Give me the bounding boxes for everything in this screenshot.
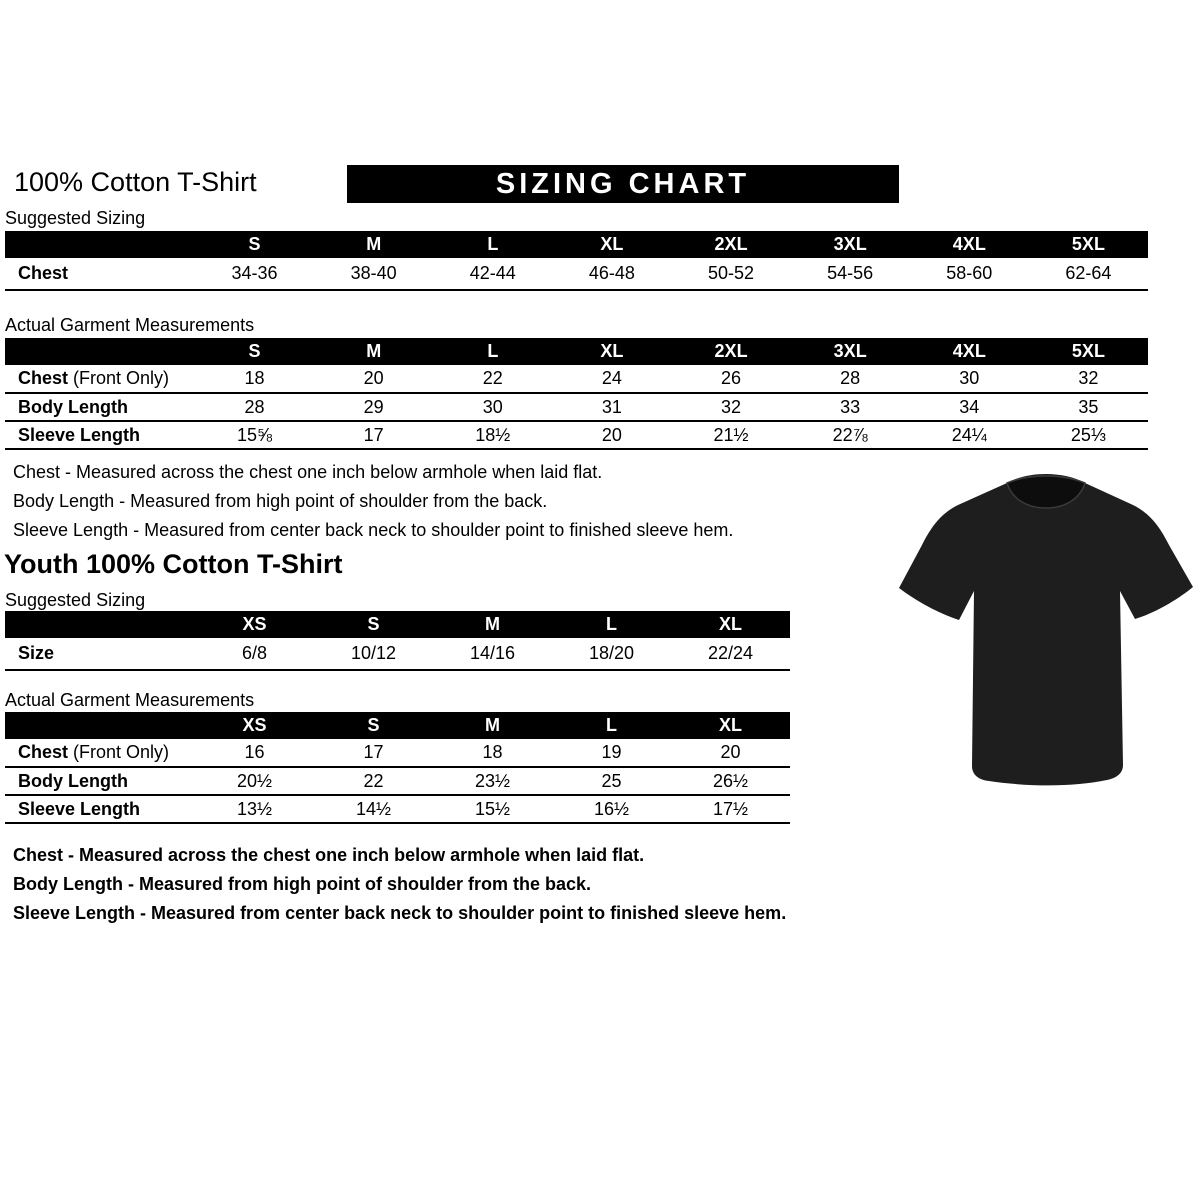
value-cell: 24: [552, 365, 671, 393]
note-line-body-length: Body Length - Measured from high point of shoulder from the back.: [13, 491, 548, 511]
tshirt-image: [896, 470, 1196, 808]
table-row-chest-front-only: [5, 739, 790, 767]
value-cell: 28: [195, 393, 314, 421]
value-cell: 34-36: [195, 258, 314, 290]
value-cell: 18/20: [552, 638, 671, 670]
header-row: [5, 611, 790, 638]
tshirt-graphic: [896, 470, 1196, 808]
column-header-xl: XL: [552, 338, 671, 365]
column-header-4xl: 4XL: [910, 231, 1029, 258]
value-cell: 6/8: [195, 638, 314, 670]
value-cell: 20: [671, 739, 790, 767]
value-cell: 21½: [672, 421, 791, 449]
value-cell: 46-48: [552, 258, 671, 290]
value-cell: 38-40: [314, 258, 433, 290]
row-label: [5, 739, 195, 767]
youth-measurement-notes: [13, 841, 786, 928]
column-header-xl: XL: [671, 712, 790, 739]
column-header-3xl: 3XL: [791, 231, 910, 258]
value-cell: 20½: [195, 767, 314, 795]
value-cell: 32: [1029, 365, 1148, 393]
value-cell: 28: [791, 365, 910, 393]
row-label: [5, 393, 195, 421]
value-cell: 20: [314, 365, 433, 393]
adult-suggested-sizing-table: [5, 231, 1148, 291]
table-row-body-length: [5, 393, 1148, 421]
column-header-2xl: 2XL: [672, 338, 791, 365]
adult-garment-measurements-table: [5, 338, 1148, 450]
value-cell: 14½: [314, 795, 433, 823]
header-spacer-cell: [5, 712, 195, 739]
value-cell: 22: [433, 365, 552, 393]
note-line-chest: Chest - Measured across the chest one inch below armhole when laid flat.: [13, 845, 645, 865]
value-cell: 18: [433, 739, 552, 767]
row-label: Size: [5, 638, 195, 670]
youth-suggested-sizing-label: Suggested Sizing: [5, 590, 146, 610]
column-header-m: M: [433, 611, 552, 638]
value-cell: 29: [314, 393, 433, 421]
header-row: [5, 338, 1148, 365]
column-header-s: S: [195, 338, 314, 365]
adult-garment-measurements-label: Actual Garment Measurements: [5, 315, 255, 335]
value-cell: 15⅝: [195, 421, 314, 449]
value-cell: 20: [552, 421, 671, 449]
column-header-m: M: [314, 231, 433, 258]
row-label: [5, 365, 195, 393]
row-label-text: Body Length: [18, 396, 128, 417]
note-line-chest: Chest - Measured across the chest one inch below armhole when laid flat.: [13, 462, 603, 482]
row-label: [5, 421, 195, 449]
column-header-s: S: [314, 712, 433, 739]
value-cell: 58-60: [910, 258, 1029, 290]
adult-suggested-sizing-label: Suggested Sizing: [5, 208, 146, 228]
column-header-l: L: [433, 231, 552, 258]
row-label: [5, 795, 195, 823]
value-cell: 30: [433, 393, 552, 421]
table-row-sleeve-length: [5, 795, 790, 823]
header-spacer-cell: [5, 611, 195, 638]
column-header-s: S: [314, 611, 433, 638]
value-cell: 22/24: [671, 638, 790, 670]
youth-garment-measurements-table: [5, 712, 790, 824]
youth-page-title: Youth 100% Cotton T-Shirt: [4, 549, 343, 579]
column-header-5xl: 5XL: [1029, 338, 1148, 365]
row-label: Chest: [5, 258, 195, 290]
column-header-xs: XS: [195, 611, 314, 638]
value-cell: 17: [314, 421, 433, 449]
column-header-l: L: [552, 712, 671, 739]
column-header-3xl: 3XL: [791, 338, 910, 365]
value-cell: 42-44: [433, 258, 552, 290]
table-row-sleeve-length: [5, 421, 1148, 449]
value-cell: 31: [552, 393, 671, 421]
note-line-body-length: Body Length - Measured from high point of shoulder from the back.: [13, 874, 592, 894]
row-label-text: Sleeve Length: [18, 798, 141, 819]
value-cell: 25⅓: [1029, 421, 1148, 449]
table-row-body-length: [5, 767, 790, 795]
value-cell: 22⅞: [791, 421, 910, 449]
value-cell: 14/16: [433, 638, 552, 670]
row-label-suffix: (Front Only): [68, 368, 170, 388]
value-cell: 33: [791, 393, 910, 421]
value-cell: 17½: [671, 795, 790, 823]
value-cell: 10/12: [314, 638, 433, 670]
column-header-2xl: 2XL: [672, 231, 791, 258]
adult-measurement-notes: [13, 458, 733, 545]
youth-suggested-sizing-table: [5, 611, 790, 671]
column-header-xl: XL: [671, 611, 790, 638]
sizing-chart-banner: SIZING CHART: [347, 165, 899, 203]
column-header-l: L: [433, 338, 552, 365]
header-spacer-cell: [5, 338, 195, 365]
value-cell: 18: [195, 365, 314, 393]
value-cell: 23½: [433, 767, 552, 795]
value-cell: 19: [552, 739, 671, 767]
value-cell: 32: [672, 393, 791, 421]
row-label-text: Body Length: [18, 770, 128, 791]
header-spacer-cell: [5, 231, 195, 258]
value-cell: 26: [672, 365, 791, 393]
value-cell: 16: [195, 739, 314, 767]
value-cell: 16½: [552, 795, 671, 823]
row-label-text: Sleeve Length: [18, 424, 141, 445]
header-row: [5, 712, 790, 739]
row-label-text: Chest: [18, 368, 69, 388]
column-header-xs: XS: [195, 712, 314, 739]
value-cell: 26½: [671, 767, 790, 795]
youth-garment-measurements-label: Actual Garment Measurements: [5, 690, 255, 710]
column-header-4xl: 4XL: [910, 338, 1029, 365]
value-cell: 25: [552, 767, 671, 795]
value-cell: 24¼: [910, 421, 1029, 449]
value-cell: 30: [910, 365, 1029, 393]
column-header-l: L: [552, 611, 671, 638]
row-label-suffix: (Front Only): [68, 742, 170, 762]
note-line-sleeve-length: Sleeve Length - Measured from center back neck to shoulder point to finished sleeve hem.: [13, 903, 787, 923]
value-cell: 13½: [195, 795, 314, 823]
column-header-5xl: 5XL: [1029, 231, 1148, 258]
value-cell: 17: [314, 739, 433, 767]
value-cell: 35: [1029, 393, 1148, 421]
table-row-size: [5, 638, 790, 670]
value-cell: 50-52: [672, 258, 791, 290]
column-header-m: M: [433, 712, 552, 739]
value-cell: 54-56: [791, 258, 910, 290]
page-title: 100% Cotton T-Shirt: [14, 167, 257, 197]
tshirt-body: [899, 474, 1193, 785]
table-row-chest: [5, 258, 1148, 290]
header-row: [5, 231, 1148, 258]
value-cell: 22: [314, 767, 433, 795]
note-line-sleeve-length: Sleeve Length - Measured from center back neck to shoulder point to finished sleeve hem.: [13, 520, 734, 540]
column-header-m: M: [314, 338, 433, 365]
column-header-s: S: [195, 231, 314, 258]
value-cell: 34: [910, 393, 1029, 421]
row-label: [5, 767, 195, 795]
value-cell: 18½: [433, 421, 552, 449]
value-cell: 15½: [433, 795, 552, 823]
column-header-xl: XL: [552, 231, 671, 258]
table-row-chest-front-only: [5, 365, 1148, 393]
value-cell: 62-64: [1029, 258, 1148, 290]
row-label-text: Chest: [18, 742, 69, 762]
